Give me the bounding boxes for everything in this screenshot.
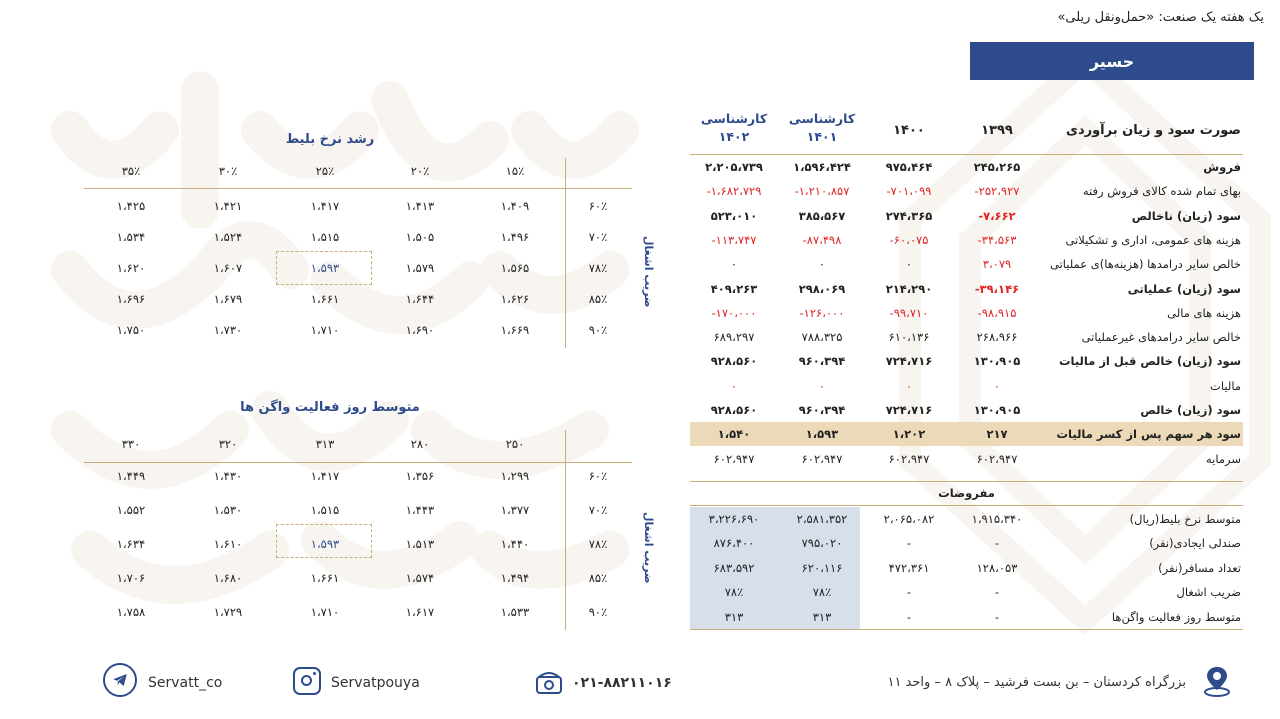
sens-cell: ۱،۴۴۳ [405, 503, 435, 517]
sens1-title: رشد نرخ بلیط [285, 132, 375, 147]
assumption-row [690, 531, 1243, 555]
income-cell: ۶۰۲،۹۴۷ [976, 451, 1018, 466]
income-cell: -۱۷۰،۰۰۰ [711, 305, 757, 320]
income-row [690, 179, 1243, 203]
sens-cell: ۱،۵۱۵ [310, 503, 340, 517]
sens-cell: ۱،۷۵۰ [116, 323, 146, 337]
income-row-label: خالص سایر درامدهای غیرعملیاتی [1081, 330, 1241, 345]
income-cell: ۱،۵۹۳ [805, 427, 839, 442]
sens-header-divider [84, 462, 632, 463]
income-cell: -۱،۲۱۰،۸۵۷ [794, 184, 850, 199]
income-row-label: سود (زیان) ناخالص [1131, 208, 1241, 223]
income-cell: -۳۹،۱۴۶ [974, 281, 1020, 296]
income-cell: ۷۸۸،۳۲۵ [801, 330, 843, 345]
assumption-cell: - [994, 585, 1000, 600]
assumption-cell: ۳۱۳ [724, 609, 744, 624]
income-row [690, 252, 1243, 276]
sens-row-header: ۹۰٪ [588, 605, 608, 619]
income-row-label: سود (زیان) خالص قبل از مالیات [1058, 354, 1241, 369]
assumptions-bottom-divider [690, 629, 1243, 630]
sens-col-header: ۳۵٪ [121, 164, 141, 178]
income-cell: ۳۸۵،۵۶۷ [798, 208, 846, 223]
sens-cell: ۱،۴۲۵ [116, 199, 146, 213]
sens-cell: ۱،۶۱۰ [213, 537, 243, 551]
sens-cell: ۱،۵۱۵ [310, 230, 340, 244]
income-header-row [690, 110, 1243, 152]
income-cell: ۲۱۷ [986, 427, 1008, 442]
sens-cell: ۱،۷۰۶ [116, 571, 146, 585]
sens-cell: ۱،۵۳۳ [500, 605, 530, 619]
income-cell: ۱،۲۰۲ [892, 427, 926, 442]
income-cell: -۲۵۲،۹۲۷ [974, 184, 1020, 199]
sens-cell: ۱،۵۲۴ [213, 230, 243, 244]
income-row [690, 155, 1243, 179]
sens-cell: ۱،۴۴۰ [500, 537, 530, 551]
year-1401-header-line2: ۱۴۰۱ [806, 129, 838, 144]
income-cell: ۱۳۰،۹۰۵ [973, 354, 1021, 369]
sens-cell: ۱،۷۲۹ [213, 605, 243, 619]
occupancy-axis-label: ضریب اشغال [642, 512, 655, 584]
assumption-row-label: متوسط روز فعالیت واگن‌ها [1111, 609, 1241, 624]
assumption-row-label: متوسط نرخ بلیط(ریال) [1129, 512, 1241, 526]
sens-cell: ۱،۲۹۹ [500, 469, 530, 483]
income-row [690, 325, 1243, 349]
phone-icon [535, 669, 563, 695]
assumption-row-label: تعداد مسافر(نفر) [1158, 560, 1241, 575]
sens-cell: ۱،۴۱۷ [310, 469, 340, 483]
assumption-cell: ۳۱۳ [812, 609, 832, 624]
sens-col-header: ۲۰٪ [410, 164, 430, 178]
income-cell: ۶۸۹،۲۹۷ [713, 330, 755, 345]
assumption-row [690, 580, 1243, 604]
income-cell: -۹۸،۹۱۵ [977, 305, 1017, 320]
sens-row-header: ۸۵٪ [588, 292, 608, 306]
income-row [690, 374, 1243, 398]
year-1400-header: ۱۴۰۰ [893, 123, 925, 138]
telegram-icon[interactable] [103, 663, 137, 697]
year-1401-header-line1: کارشناسی [788, 111, 856, 126]
income-cell: ۹۶۰،۳۹۴ [798, 403, 846, 417]
assumption-cell: - [906, 585, 912, 600]
sens-col-header: ۲۵٪ [315, 164, 335, 178]
income-cell: -۷۰۱،۰۹۹ [886, 184, 932, 199]
income-cell: -۱۲۶،۰۰۰ [799, 305, 845, 320]
phone-number[interactable]: ۰۲۱-۸۸۲۱۱۰۱۶ [572, 675, 672, 691]
sens-col-header: ۱۵٪ [505, 164, 525, 178]
sens-cell: ۱،۴۹۴ [500, 571, 530, 585]
assumption-cell: ۷۹۵،۰۲۰ [801, 536, 843, 551]
sens-col-header: ۳۲۰ [218, 437, 238, 451]
income-row-label: بهای تمام شده کالای فروش رفته [1082, 184, 1241, 199]
income-cell: ۲۴۵،۲۶۵ [973, 160, 1021, 174]
income-cell: ۲،۲۰۵،۷۳۹ [705, 160, 763, 174]
sens-row-header: ۷۸٪ [588, 537, 608, 551]
income-row [690, 349, 1243, 373]
sens-cell: ۱،۵۶۵ [500, 261, 530, 275]
income-cell: -۹۹،۷۱۰ [889, 305, 929, 320]
income-cell: ۶۰۲،۹۴۷ [888, 451, 930, 466]
assumptions-header-divider [690, 505, 1243, 506]
assumption-cell: ۴۷۲،۳۶۱ [888, 560, 930, 575]
sens-cell: ۱،۵۵۲ [116, 503, 146, 517]
income-cell: ۲۷۴،۳۶۵ [885, 208, 933, 223]
income-row-label: فروش [1203, 160, 1241, 174]
assumption-row [690, 605, 1243, 629]
sens-col-header: ۳۳۰ [121, 437, 141, 451]
income-row [690, 422, 1243, 446]
income-cell: ۰ [730, 378, 738, 393]
sens-row-header: ۶۰٪ [588, 199, 608, 213]
income-cell: ۹۲۸،۵۶۰ [710, 354, 758, 369]
assumption-cell: ۷۸٪ [812, 585, 832, 600]
sens-cell: ۱،۵۹۳ [310, 261, 340, 275]
income-row-label: سرمایه [1205, 451, 1241, 466]
company-name-banner: حسیر [970, 42, 1254, 80]
assumption-cell: ۱،۹۱۵،۳۴۰ [971, 512, 1023, 526]
income-cell: ۶۱۰،۱۳۶ [888, 330, 930, 345]
income-row [690, 301, 1243, 325]
income-cell: -۸۷،۴۹۸ [802, 232, 842, 247]
income-header-label: صورت سود و زیان برآوردی [1066, 123, 1241, 138]
sens-cell: ۱،۶۲۰ [116, 261, 146, 275]
sens-row-header: ۹۰٪ [588, 323, 608, 337]
sens-row-header: ۷۰٪ [588, 503, 608, 517]
income-row [690, 447, 1243, 471]
assumption-cell: ۲،۵۸۱،۳۵۲ [796, 512, 848, 526]
assumption-cell: ۶۸۳،۵۹۲ [713, 560, 755, 575]
sens-cell: ۱،۳۵۶ [405, 469, 435, 483]
assumption-cell: ۸۷۶،۴۰۰ [713, 536, 755, 551]
sens-cell: ۱،۵۷۴ [405, 571, 435, 585]
assumption-cell: - [906, 609, 912, 624]
income-row [690, 228, 1243, 252]
sens-cell: ۱،۶۷۹ [213, 292, 243, 306]
base-case-highlight [276, 251, 372, 285]
income-cell: ۵۲۳،۰۱۰ [710, 208, 758, 223]
income-cell: -۳۴،۵۶۳ [977, 232, 1017, 247]
sens-cell: ۱،۴۱۳ [405, 199, 435, 213]
income-cell: ۰ [905, 257, 913, 272]
assumption-cell: - [906, 536, 912, 551]
sens-cell: ۱،۵۰۵ [405, 230, 435, 244]
income-cell: ۹۲۸،۵۶۰ [710, 403, 758, 417]
income-cell: ۹۶۰،۳۹۴ [798, 354, 846, 369]
income-cell: ۰ [905, 378, 913, 393]
sens-cell: ۱،۶۲۶ [500, 292, 530, 306]
sens-col-header: ۳۰٪ [218, 164, 238, 178]
sens-cell: ۱،۵۹۳ [310, 537, 340, 551]
income-cell: ۷۲۴،۷۱۶ [885, 403, 933, 417]
sens-col-header: ۲۸۰ [410, 437, 430, 451]
income-cell: -۱،۶۸۲،۷۲۹ [706, 184, 762, 199]
income-cell: ۲۶۸،۹۶۶ [976, 330, 1018, 345]
assumption-row-label: صندلی ایجادی(نفر) [1149, 536, 1241, 551]
sens-cell: ۱،۴۳۰ [213, 469, 243, 483]
sens-cell: ۱،۶۶۱ [310, 571, 340, 585]
income-cell: ۳،۰۷۹ [982, 257, 1012, 272]
sens-cell: ۱،۵۳۴ [116, 230, 146, 244]
assumption-row [690, 507, 1243, 531]
income-row [690, 277, 1243, 301]
year-1402-header-line2: ۱۴۰۲ [718, 129, 750, 144]
year-1401-header [778, 110, 866, 152]
sens-cell: ۱،۵۷۹ [405, 261, 435, 275]
income-cell: ۰ [730, 257, 738, 272]
income-row-label: سود هر سهم پس از کسر مالیات [1056, 427, 1241, 442]
telegram-handle[interactable]: Servatt_co [148, 675, 223, 691]
income-cell: -۶۰،۰۷۵ [889, 232, 929, 247]
sens-cell: ۱،۶۶۱ [310, 292, 340, 306]
income-cell: ۰ [818, 257, 826, 272]
income-row-label: هزینه های مالی [1167, 305, 1241, 320]
assumption-cell: ۷۸٪ [724, 585, 744, 600]
sens-header-divider [84, 188, 632, 189]
location-icon [1202, 665, 1232, 697]
income-row-label: سود (زیان) خالص [1140, 403, 1241, 417]
income-cell: ۰ [818, 378, 826, 393]
year-1402-header-line1: کارشناسی [700, 111, 768, 126]
sens-cell: ۱،۷۳۰ [213, 323, 243, 337]
sens-col-header: ۳۱۳ [315, 437, 335, 451]
sens-cell: ۱،۳۷۷ [500, 503, 530, 517]
income-cell: ۱،۵۹۶،۴۲۴ [793, 160, 851, 174]
sens-row-header: ۷۰٪ [588, 230, 608, 244]
income-cell: -۷،۶۶۲ [978, 208, 1016, 223]
year-1402-header [690, 110, 778, 152]
income-row [690, 398, 1243, 422]
sens-cell: ۱،۶۹۶ [116, 292, 146, 306]
assumption-cell: ۳،۲۲۶،۶۹۰ [708, 512, 760, 526]
sens-cell: ۱،۶۸۰ [213, 571, 243, 585]
instagram-handle[interactable]: Servatpouya [331, 675, 420, 691]
income-cell: -۱۱۳،۷۴۷ [711, 232, 757, 247]
sens-cell: ۱،۴۴۹ [116, 469, 146, 483]
sens-cell: ۱،۷۵۸ [116, 605, 146, 619]
year-1399-header: ۱۳۹۹ [981, 123, 1013, 138]
income-cell: ۶۰۲،۹۴۷ [801, 451, 843, 466]
income-cell: ۲۹۸،۰۶۹ [798, 281, 846, 296]
sens-cell: ۱،۶۳۴ [116, 537, 146, 551]
income-cell: ۱،۵۴۰ [717, 427, 751, 442]
sens-row-header: ۸۵٪ [588, 571, 608, 585]
assumption-row [690, 556, 1243, 580]
income-row-label: خالص سایر درامدها (هزینه‌ها)ی عملیاتی [1049, 257, 1241, 272]
income-row-label: سود (زیان) عملیاتی [1127, 281, 1241, 296]
assumptions-title-row [690, 481, 1243, 505]
page-title: یک هفته یک صنعت: «حمل‌ونقل ریلی» [1057, 10, 1264, 25]
income-cell: ۹۷۵،۴۶۴ [885, 160, 933, 174]
instagram-icon[interactable] [293, 667, 321, 695]
sens-cell: ۱،۴۱۷ [310, 199, 340, 213]
assumption-cell: - [994, 536, 1000, 551]
sens-cell: ۱،۷۱۰ [310, 323, 340, 337]
sens-row-divider [565, 430, 566, 630]
sens-cell: ۱،۵۱۳ [405, 537, 435, 551]
sens-col-header: ۲۵۰ [505, 437, 525, 451]
assumption-cell: ۲،۰۶۵،۰۸۲ [883, 512, 935, 526]
base-case-highlight [276, 524, 372, 558]
sens2-title: متوسط روز فعالیت واگن ها [240, 400, 420, 415]
sens-cell: ۱،۷۱۰ [310, 605, 340, 619]
sens-row-header: ۶۰٪ [588, 469, 608, 483]
income-cell: ۲۱۴،۲۹۰ [885, 281, 933, 296]
sens-cell: ۱،۴۹۶ [500, 230, 530, 244]
income-cell: ۶۰۲،۹۴۷ [713, 451, 755, 466]
occupancy-axis-label: ضریب اشغال [642, 236, 655, 308]
assumption-cell: - [994, 609, 1000, 624]
address-text: بزرگراه کردستان – بن بست فرشید – پلاک ۸ – واحد ۱۱ [887, 675, 1186, 690]
income-cell: ۷۲۴،۷۱۶ [885, 354, 933, 369]
sens-cell: ۱،۶۶۹ [500, 323, 530, 337]
income-cell: ۱۳۰،۹۰۵ [973, 403, 1021, 417]
income-row [690, 204, 1243, 228]
income-row-label: مالیات [1210, 378, 1241, 393]
sens-cell: ۱،۵۳۰ [213, 503, 243, 517]
sens-cell: ۱،۶۹۰ [405, 323, 435, 337]
assumptions-title: مفروضات [938, 486, 995, 500]
income-cell: ۰ [993, 378, 1001, 393]
sens-cell: ۱،۴۰۹ [500, 199, 530, 213]
sens-cell: ۱،۶۰۷ [213, 261, 243, 275]
assumption-cell: ۱۲۸،۰۵۳ [976, 560, 1018, 575]
sens-row-header: ۷۸٪ [588, 261, 608, 275]
sens-cell: ۱،۴۲۱ [213, 199, 243, 213]
assumption-row-label: ضریب اشغال [1176, 585, 1241, 600]
income-row-label: هزینه های عمومی، اداری و تشکیلاتی [1065, 232, 1241, 247]
sens-cell: ۱،۶۱۷ [405, 605, 435, 619]
assumption-cell: ۶۲۰،۱۱۶ [801, 560, 843, 575]
income-cell: ۴۰۹،۲۶۳ [710, 281, 758, 296]
sens-cell: ۱،۶۴۴ [405, 292, 435, 306]
